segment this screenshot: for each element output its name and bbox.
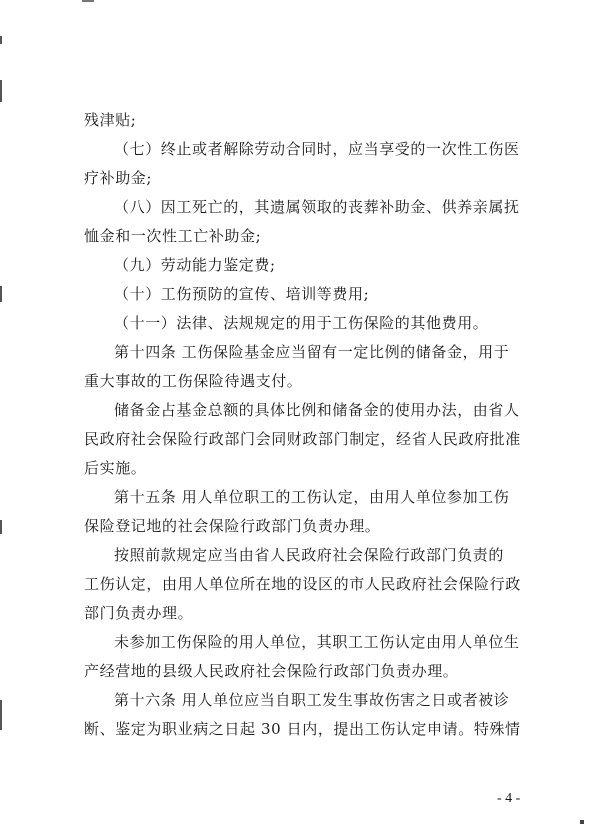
body-line: 第十四条 工伤保险基金应当留有一定比例的储备金，用于 [114,343,510,361]
body-line: 断、鉴定为职业病之日起 30 日内，提出工伤认定申请。特殊情 [84,720,521,738]
body-line: 储备金占基金总额的具体比例和储备金的使用办法，由省人 [114,401,520,419]
body-line: 重大事故的工伤保险待遇支付。 [84,372,303,390]
scan-artifact-top [82,0,94,2]
body-line: （八）因工死亡的，其遗属领取的丧葬补助金、供养亲属抚 [114,198,520,216]
body-line: 部门负责办理。 [84,604,194,622]
scan-artifact-left-5 [0,700,2,730]
body-line: （九）劳动能力鉴定费; [114,256,276,274]
body-line: 第十五条 用人单位职工的工伤认定，由用人单位参加工伤 [114,488,510,506]
body-line: 恤金和一次性工亡补助金; [84,227,262,245]
body-line: 保险登记地的社会保险行政部门负责办理。 [84,517,381,535]
body-line: 民政府社会保险行政部门会同财政部门制定，经省人民政府批准 [84,430,521,448]
scan-artifact-corner [580,820,584,824]
body-line: （十）工伤预防的宣传、培训等费用; [114,285,370,303]
body-line: （十一）法律、法规规定的用于工伤保险的其他费用。 [114,314,489,332]
body-line: 第十六条 用人单位应当自职工发生事故伤害之日或者被诊 [114,691,510,709]
scan-artifact-left-4 [0,520,2,534]
scan-artifact-left-3 [0,286,2,302]
body-line: 产经营地的县级人民政府社会保险行政部门负责办理。 [84,662,459,680]
body-line: 后实施。 [84,459,147,477]
body-line: （七）终止或者解除劳动合同时，应当享受的一次性工伤医 [114,140,520,158]
body-line: 未参加工伤保险的用人单位，其职工工伤认定由用人单位生 [114,633,520,651]
body-line: 残津贴; [84,111,137,129]
body-line: 按照前款规定应当由省人民政府社会保险行政部门负责的 [114,546,505,564]
scan-artifact-left-2 [0,80,2,102]
body-line: 疗补助金; [84,169,153,187]
body-line: 工伤认定，由用人单位所在地的设区的市人民政府社会保险行政 [84,575,521,593]
scan-artifact-left-1 [0,36,2,44]
page-number: - 4 - [497,791,521,806]
